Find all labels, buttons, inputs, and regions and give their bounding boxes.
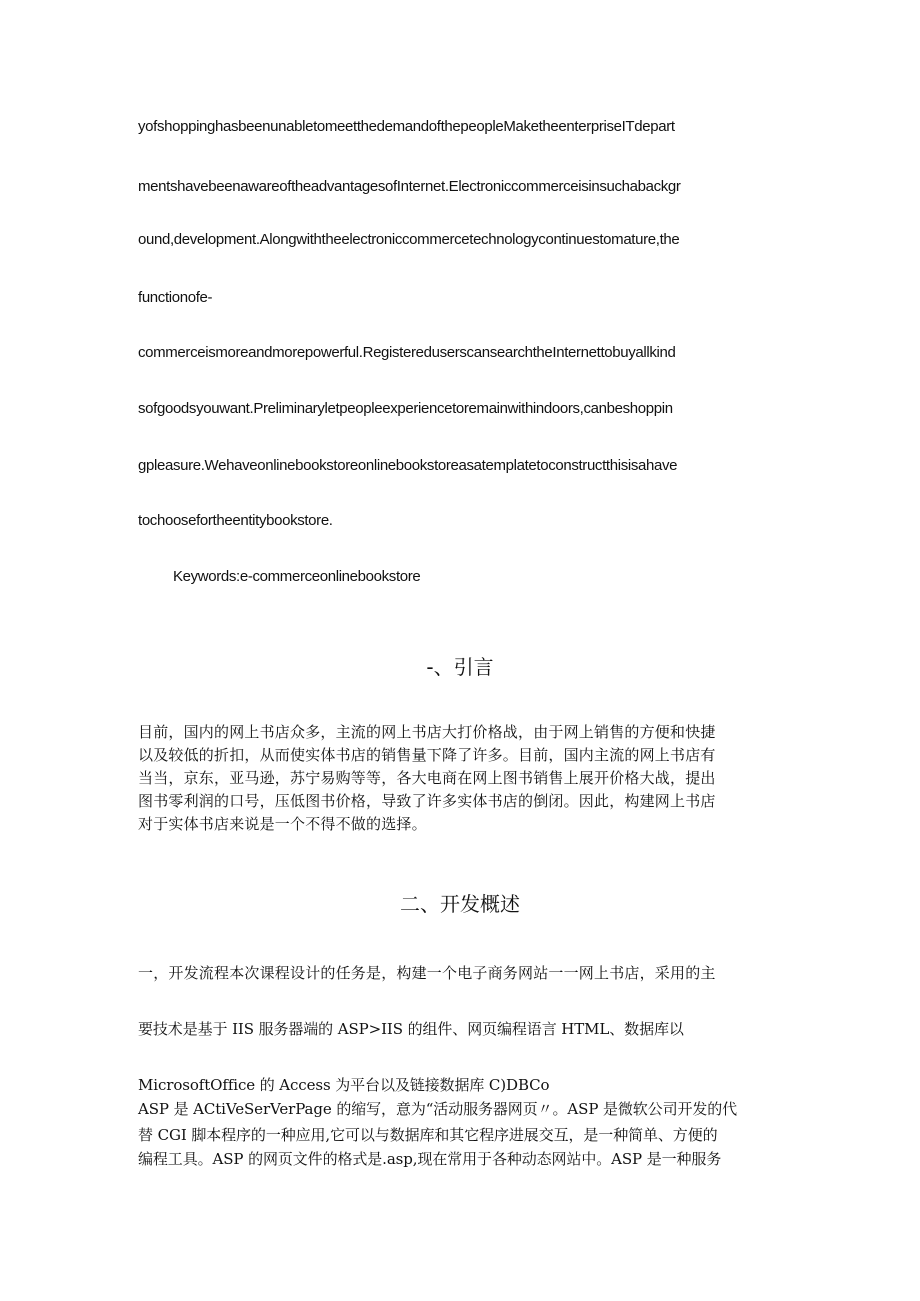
paragraph-line: 替 CGI 脚本程序的一种应用,它可以与数据库和其它程序进展交互，是一种简单、方便的 [138,1126,718,1144]
paragraph-line: 一，开发流程本次课程设计的任务是，构建一个电子商务网站一一网上书店，采用的主 [138,964,716,982]
abstract-line: gpleasure.Wehaveonlinebookstoreonlinebookstoreasatemplatetoconstructthisisahave [138,457,678,474]
paragraph-line: 要技术是基于 IIS 服务器端的 ASP>IIS 的组件、网页编程语言 HTML、数据库以 [138,1020,684,1038]
abstract-line: sofgoodsyouwant.Preliminaryletpeopleexperiencetoremainwithindoors,canbeshoppin [138,400,673,417]
paragraph-line: 对于实体书店来说是一个不得不做的选择。 [138,815,427,833]
keywords-line: Keywords:e-commerceonlinebookstore [173,568,421,585]
abstract-line: functionofe- [138,289,213,306]
abstract-line: commerceismoreandmorepowerful.RegistereduserscansearchtheInternettobuyallkind [138,344,676,361]
paragraph-line: MicrosoftOffice 的 Access 为平台以及链接数据库 C)DBCo [138,1076,550,1094]
paragraph-line: 以及较低的折扣，从而使实体书店的销售量下降了许多。目前，国内主流的网上书店有 [138,746,716,764]
abstract-line: tochoosefortheentitybookstore. [138,512,333,529]
paragraph-line: ASP 是 ACtiVeSerVerPage 的缩写，意为“活动服务器网页〃。ASP 是微软公司开发的代 [138,1100,738,1118]
abstract-line: ound,development.Alongwiththeelectroniccommercetechnologycontinuestomature,the [138,231,680,248]
paragraph-line: 当当，京东，亚马逊，苏宁易购等等，各大电商在网上图书销售上展开价格大战，提出 [138,769,716,787]
abstract-line: mentshavebeenawareoftheadvantagesofInternet.Electroniccommerceisinsuchabackgr [138,178,681,195]
paragraph-line: 目前，国内的网上书店众多，主流的网上书店大打价格战，由于网上销售的方便和快捷 [138,723,716,741]
paragraph-line: 编程工具。ASP 的网页文件的格式是.asp,现在常用于各种动态网站中。ASP 是一种服务 [138,1150,722,1168]
section-heading-introduction: -、引言 [426,655,494,679]
section-heading-development-overview: 二、开发概述 [400,892,520,916]
abstract-line: yofshoppinghasbeenunabletomeetthedemandofthepeopleMaketheenterpriseITdepart [138,118,675,135]
paragraph-line: 图书零利润的口号，压低图书价格，导致了许多实体书店的倒闭。因此，构建网上书店 [138,792,716,810]
